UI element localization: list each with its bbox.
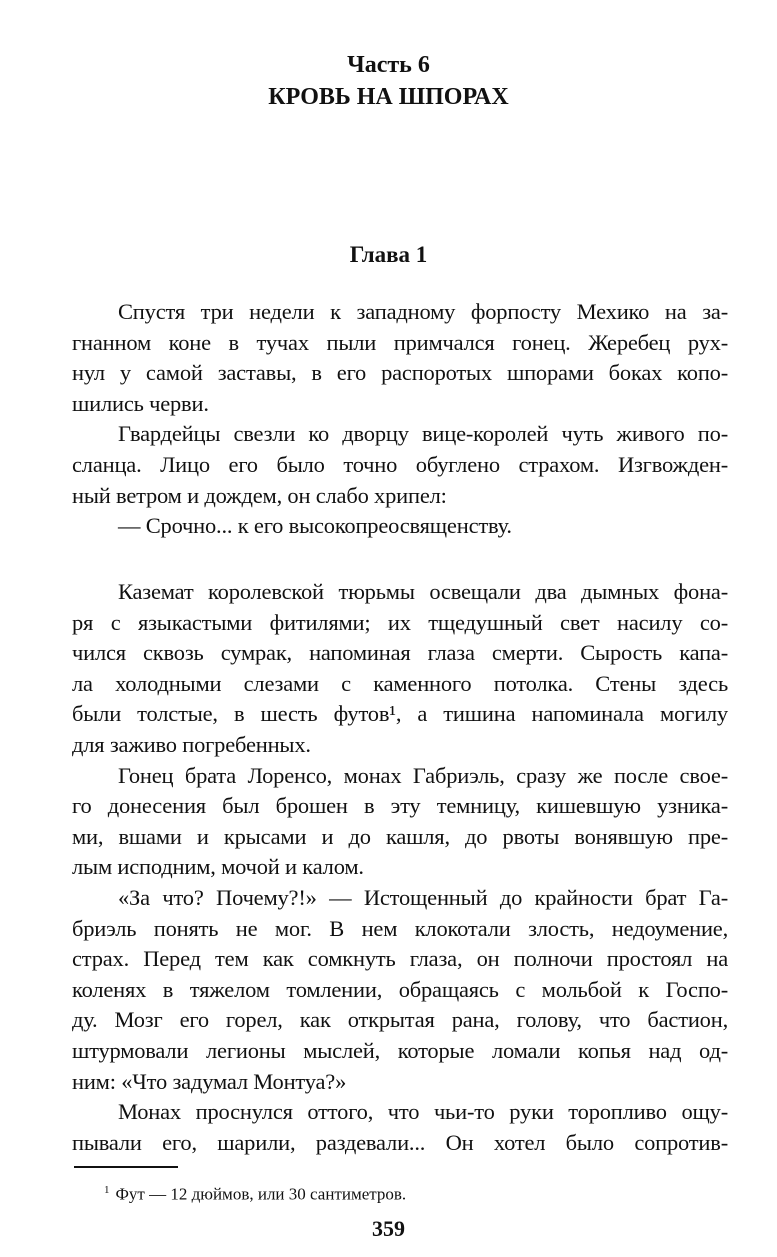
text-line: лым исподним, мочой и калом. bbox=[72, 854, 364, 880]
footnote-divider bbox=[74, 1166, 178, 1168]
text-line: Гонец брата Лоренсо, монах Габриэль, сразу же после свое- bbox=[118, 762, 728, 788]
text-section-1 bbox=[72, 297, 728, 542]
text-line: штурмовали легионы мыслей, которые ломали копья над од- bbox=[72, 1037, 728, 1063]
text-line: «За что? Почему?!» — Истощенный до крайности брат Га- bbox=[118, 884, 728, 910]
text-line: нул у самой заставы, в его распоротых шпорами боках копо- bbox=[72, 360, 728, 386]
text-line: сланца. Лицо его было точно обуглено страхом. Изгвожден- bbox=[72, 451, 728, 477]
text-section-2 bbox=[72, 577, 728, 1158]
paragraph bbox=[72, 577, 728, 761]
text-line: ла холодными слезами с каменного потолка. Стены здесь bbox=[72, 670, 728, 696]
part-heading: Часть 6 bbox=[347, 52, 430, 78]
text-line: ним: «Что задумал Монтуа?» bbox=[72, 1068, 347, 1094]
text-line: были толстые, в шесть футов¹, а тишина напоминала могилу bbox=[72, 701, 728, 727]
text-line: коленях в тяжелом томлении, обращаясь с мольбой к Госпо- bbox=[72, 976, 728, 1002]
page-number: 359 bbox=[372, 1216, 405, 1241]
text-line: бриэль понять не мог. В нем клокотали злость, недоумение, bbox=[72, 915, 728, 941]
text-line: Монах проснулся оттого, что чьи-то руки торопливо ощу- bbox=[118, 1099, 728, 1125]
text-line: ми, вшами и крысами и до кашля, до рвоты вонявшую пре- bbox=[72, 823, 728, 849]
text-line: пывали его, шарили, раздевали... Он хотел было сопротив- bbox=[72, 1129, 728, 1155]
paragraph bbox=[72, 1097, 728, 1158]
text-line: гнанном коне в тучах пыли примчался гонец. Жеребец рух- bbox=[72, 329, 728, 355]
text-line: Каземат королевской тюрьмы освещали два дымных фона- bbox=[118, 579, 728, 604]
footnote-text: Фут — 12 дюймов, или 30 сантиметров. bbox=[115, 1184, 407, 1204]
text-line: шились черви. bbox=[72, 390, 209, 416]
text-line: ря с языкастыми фитилями; их тщедушный свет насилу со- bbox=[72, 609, 728, 635]
paragraph bbox=[72, 419, 728, 511]
paragraph bbox=[72, 511, 728, 542]
text-line: ду. Мозг его горел, как открытая рана, голову, что бастион, bbox=[72, 1007, 728, 1033]
paragraph bbox=[72, 297, 728, 419]
text-line: Гвардейцы свезли ко дворцу вице-королей чуть живого по- bbox=[118, 421, 728, 447]
text-line: чился сквозь сумрак, напоминая глаза смерти. Сырость капа- bbox=[72, 640, 728, 666]
text-line: — Срочно... к его высокопреосвященству. bbox=[118, 513, 512, 539]
part-title: КРОВЬ НА ШПОРАХ bbox=[268, 84, 509, 110]
text-line: го донесения был брошен в эту темницу, кишевшую узника- bbox=[72, 793, 728, 819]
chapter-heading: Глава 1 bbox=[349, 242, 428, 267]
footnote-marker: 1 bbox=[104, 1184, 110, 1196]
text-line: страх. Перед тем как сомкнуть глаза, он полночи простоял на bbox=[72, 946, 728, 972]
paragraph bbox=[72, 883, 728, 1097]
paragraph bbox=[72, 761, 728, 883]
footnote bbox=[104, 1184, 406, 1205]
text-line: Спустя три недели к западному форпосту Мехико на за- bbox=[118, 299, 728, 324]
text-line: для заживо погребенных. bbox=[72, 731, 311, 757]
text-line: ный ветром и дождем, он слабо хрипел: bbox=[72, 482, 447, 508]
